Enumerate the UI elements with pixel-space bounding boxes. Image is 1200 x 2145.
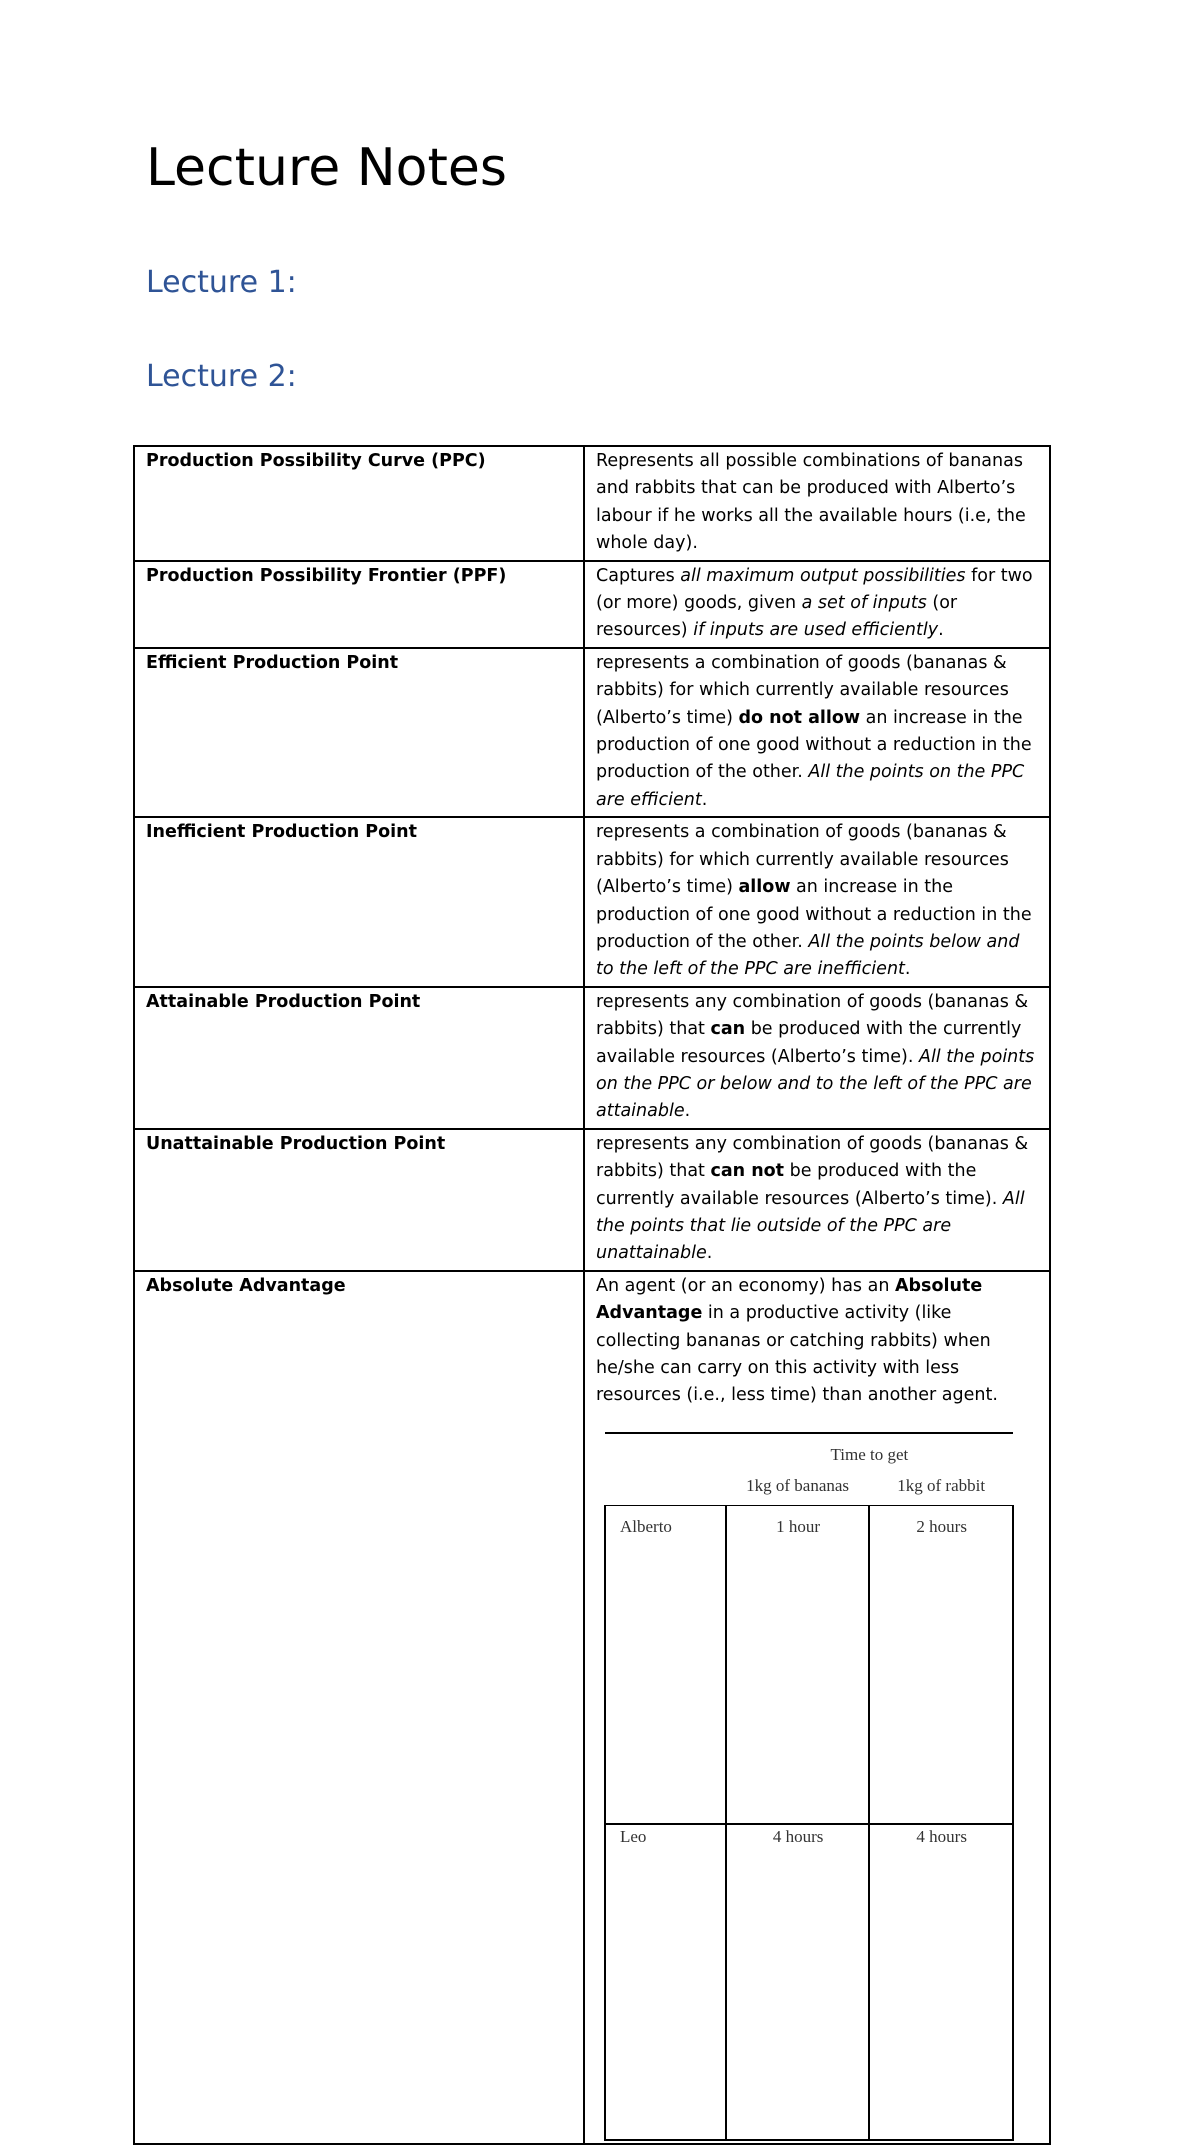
definition-text-segment: allow <box>738 877 791 898</box>
definition-row <box>134 561 1050 648</box>
definition-text-segment: (or resources) <box>596 593 958 641</box>
definition-term: Production Possibility Curve (PPC) <box>134 446 584 561</box>
definition-text-segment: can <box>710 1019 746 1040</box>
definition-text-segment: represents a combination of goods (bananas & rabbits) for which currently available resources (Alberto’s time) <box>596 652 1009 728</box>
definition-text-segment: an increase in the production of one good without a reduction in the production of the other. <box>596 877 1032 952</box>
definition-text-segment: represents any combination of goods (bananas & rabbits) that <box>596 1133 1029 1182</box>
definition-text-segment: All the points that lie outside of the PPC are unattainable <box>596 1188 1025 1264</box>
definition-text-segment: for two (or more) goods, given <box>596 565 1033 614</box>
definitions-table <box>133 445 1051 2145</box>
definition-row <box>134 648 1050 817</box>
definition-text-segment: if inputs are used efficiently <box>693 620 939 641</box>
agent-name: Alberto <box>605 1505 726 1824</box>
definition-term: Production Possibility Frontier (PPF) <box>134 561 584 648</box>
definitions-table-body <box>134 446 1050 2144</box>
definition-text-segment: All the points on the PPC or below and to the left of the PPC are attainable <box>596 1046 1035 1122</box>
definition-text-segment: represents any combination of goods (bananas & rabbits) that <box>596 991 1029 1040</box>
time-table-row <box>605 1505 1013 1824</box>
bananas-time: 1 hour <box>726 1505 870 1824</box>
definition-term: Unattainable Production Point <box>134 1129 584 1271</box>
definition-description <box>584 817 1050 986</box>
definition-row <box>134 446 1050 561</box>
column-header-rabbit: 1kg of rabbit <box>897 1475 986 1495</box>
bananas-time: 4 hours <box>726 1824 870 2140</box>
definition-text-segment: . <box>701 789 708 810</box>
definition-text-segment: a set of inputs <box>801 593 927 614</box>
agent-name: Leo <box>605 1824 726 2140</box>
definition-term: Efficient Production Point <box>134 648 584 817</box>
definition-text-segment: . <box>938 620 944 641</box>
definition-text-segment: represents a combination of goods (bananas & rabbits) for which currently available resources (Alberto’s time) <box>596 822 1009 898</box>
definition-term: Inefficient Production Point <box>134 817 584 986</box>
definition-text-segment: do not allow <box>738 707 861 728</box>
definition-description <box>584 561 1050 648</box>
definition-description <box>584 648 1050 817</box>
definition-text-segment: be produced with the currently available resources (Alberto’s time). <box>596 1161 1003 1209</box>
definition-text-segment: all maximum output possibilities <box>680 565 966 586</box>
column-header-bananas: 1kg of bananas <box>746 1475 850 1495</box>
lecture-2-heading: Lecture 2: <box>146 359 297 394</box>
definition-row <box>134 1129 1050 1271</box>
definition-text-segment: All the points below and to the left of the PPC are inefficient <box>596 931 1020 980</box>
empty-header-cell <box>605 1433 726 1475</box>
definition-text-segment: . <box>904 959 911 980</box>
empty-header-cell <box>605 1475 726 1506</box>
group-header: Time to get <box>726 1433 1013 1475</box>
definition-text-segment: Absolute Advantage <box>596 1275 983 1324</box>
definition-text-segment: can not <box>710 1161 785 1182</box>
definition-text-segment: in a productive activity (like collecting bananas or catching rabbits) when he/she can carry on this activity with less resources (i.e., less time) than another agent. <box>596 1303 998 1406</box>
definition-description <box>584 987 1050 1129</box>
definition-description <box>584 1271 1050 2144</box>
definition-text-segment: an increase in the production of one good without a reduction in the production of the other. <box>596 707 1032 783</box>
definition-row <box>134 1271 1050 2144</box>
rabbit-time: 4 hours <box>869 1824 1013 2140</box>
definition-description <box>584 446 1050 561</box>
definition-description <box>584 1129 1050 1271</box>
definition-text-segment: Represents all possible combinations of bananas and rabbits that can be produced with Alberto’s labour if he works all the available hours (i.e, the whole day). <box>596 451 1026 554</box>
definition-row <box>134 987 1050 1129</box>
time-table-row <box>605 1824 1013 2140</box>
definition-text-segment: be produced with the currently available resources (Alberto’s time). <box>596 1019 1022 1067</box>
definition-text-segment: An agent (or an economy) has an <box>596 1275 895 1296</box>
definition-text-segment: Captures <box>596 565 681 586</box>
definition-text-segment: . <box>684 1101 691 1122</box>
definition-term: Absolute Advantage <box>134 1271 584 2144</box>
document-title: Lecture Notes <box>146 138 507 198</box>
time-to-get-table <box>604 1432 1014 2141</box>
definition-text-segment: . <box>706 1243 713 1264</box>
definition-row <box>134 817 1050 986</box>
definition-text-segment: All the points on the PPC are efficient <box>596 762 1025 810</box>
definition-term: Attainable Production Point <box>134 987 584 1129</box>
rabbit-time: 2 hours <box>869 1505 1013 1824</box>
lecture-1-heading: Lecture 1: <box>146 265 297 300</box>
